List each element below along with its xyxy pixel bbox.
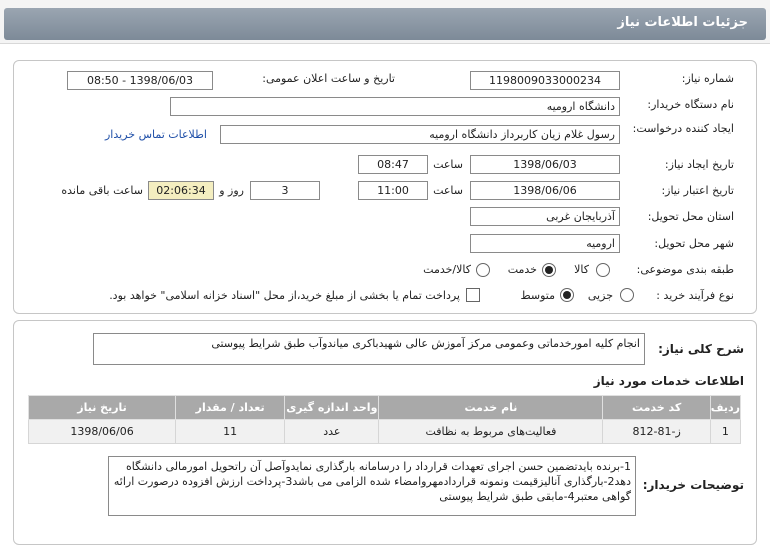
col-header-quantity: تعداد / مقدار	[176, 396, 285, 420]
category-radio-goods-service[interactable]	[476, 263, 490, 277]
col-header-unit: واحد اندازه گیری	[285, 396, 379, 420]
buyer-org-field: دانشگاه ارومیه	[170, 97, 620, 116]
category-option-goods-service: کالا/خدمت	[423, 263, 471, 276]
purchase-process-label: نوع فرآیند خرید :	[656, 289, 734, 302]
announce-datetime-field: 1398/06/03 - 08:50	[67, 71, 213, 90]
buyer-org-label: نام دستگاه خریدار:	[647, 98, 734, 111]
delivery-province-field: آذربایجان غربی	[470, 207, 620, 226]
header-bar	[0, 0, 770, 44]
page-title: جزئیات اطلاعات نیاز	[617, 15, 748, 30]
buyer-notes-field: 1-برنده بایدتضمین حسن اجرای تعهدات قرارداد را درسامانه بارگذاری نمایدوآصل آن راتحویل امورمالی دانشگاه دهد2-بارگذاری آنالیزقیمت ونمونه قراردادمهروامضاء شده الزامی می باشد3-پرداخت ارزش افزوده درصورت ارائه گواهی معتبر4-مابقی طبق شرایط پیوستی	[108, 456, 636, 516]
validity-date-field: 1398/06/06	[470, 181, 620, 200]
delivery-city-label: شهر محل تحویل:	[654, 237, 734, 250]
process-option-minor: جزیی	[587, 289, 613, 302]
header-strip	[4, 8, 766, 40]
requester-label: ایجاد کننده درخواست:	[632, 122, 734, 135]
need-summary-label: شرح کلی نیاز:	[658, 342, 744, 356]
announce-datetime-label: تاریخ و ساعت اعلان عمومی:	[262, 72, 395, 85]
category-option-service: خدمت	[507, 263, 537, 276]
need-number-field: 1198009033000234	[470, 71, 620, 90]
cell-row-no: 1	[710, 420, 740, 444]
col-header-service-name: نام خدمت	[379, 396, 603, 420]
process-radio-minor[interactable]	[620, 288, 634, 302]
cell-quantity: 11	[176, 420, 285, 444]
services-table	[28, 395, 741, 444]
process-radio-medium[interactable]	[560, 288, 574, 302]
category-radio-goods[interactable]	[596, 263, 610, 277]
cell-service-name: فعالیت‌های مربوط به نظافت	[379, 420, 603, 444]
creation-time-field: 08:47	[358, 155, 428, 174]
requester-field: رسول غلام زیان کاربرداز دانشگاه ارومیه	[220, 125, 620, 144]
buyer-contact-link[interactable]: اطلاعات تماس خریدار	[105, 128, 207, 141]
remaining-days-field: 3	[250, 181, 320, 200]
col-header-row-no: ردیف	[710, 396, 740, 420]
table-row	[29, 420, 741, 444]
delivery-province-label: استان محل تحویل:	[647, 210, 734, 223]
validity-date-label: تاریخ اعتبار نیاز:	[661, 184, 734, 197]
cell-service-code: ز-81-812	[603, 420, 710, 444]
category-label: طبقه بندی موضوعی:	[636, 263, 734, 276]
process-option-medium: متوسط	[520, 289, 555, 302]
category-radio-service[interactable]	[542, 263, 556, 277]
need-summary-field: انجام کلیه امورخدماتی وعمومی مرکز آموزش عالی شهیدباکری میاندوآب طبق شرایط پیوستی	[93, 333, 645, 365]
remaining-time-field: 02:06:34	[148, 181, 214, 200]
cell-need-date: 1398/06/06	[29, 420, 176, 444]
col-header-service-code: کد خدمت	[603, 396, 710, 420]
need-number-label: شماره نیاز:	[681, 72, 734, 85]
validity-time-field: 11:00	[358, 181, 428, 200]
col-header-need-date: تاریخ نیاز	[29, 396, 176, 420]
remaining-time-label: ساعت باقی مانده	[61, 184, 143, 197]
treasury-payment-note: پرداخت تمام یا بخشی از مبلغ خرید،از محل "اسناد خزانه اسلامی" خواهد بود.	[109, 289, 460, 302]
cell-unit: عدد	[285, 420, 379, 444]
creation-time-label: ساعت	[433, 158, 463, 171]
creation-date-field: 1398/06/03	[470, 155, 620, 174]
services-table-header-row	[29, 396, 741, 420]
buyer-notes-label: توضیحات خریدار:	[642, 478, 744, 492]
category-option-goods: کالا	[574, 263, 589, 276]
treasury-payment-checkbox[interactable]	[466, 288, 480, 302]
validity-time-label: ساعت	[433, 184, 463, 197]
creation-date-label: تاریخ ایجاد نیاز:	[664, 158, 734, 171]
delivery-city-field: ارومیه	[470, 234, 620, 253]
days-label: روز و	[219, 184, 244, 197]
services-section-title: اطلاعات خدمات مورد نیاز	[593, 374, 744, 388]
